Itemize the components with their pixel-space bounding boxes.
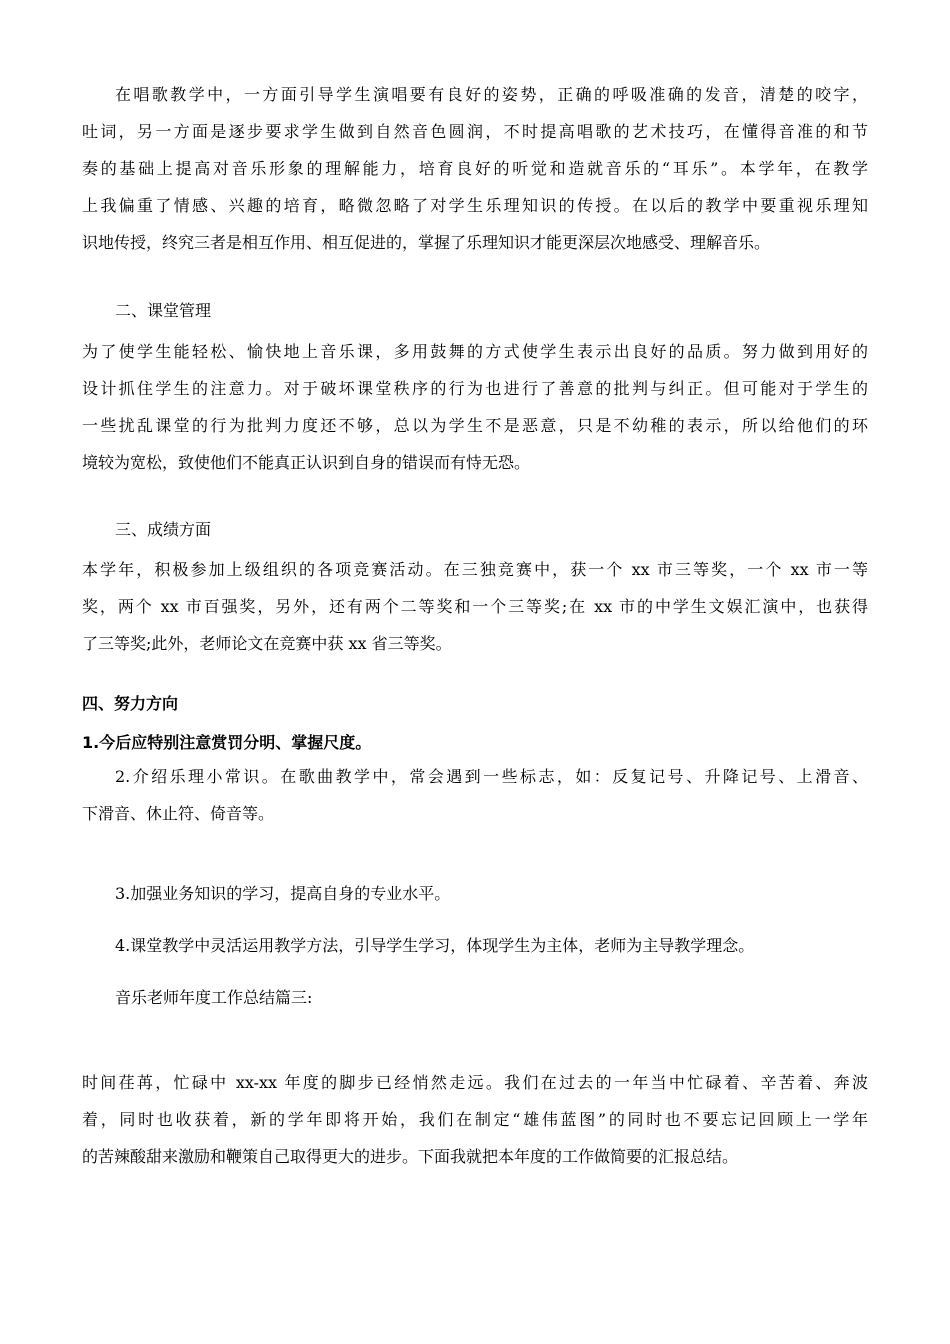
classroom-heading: 二、课堂管理 [115,301,212,320]
paragraph-line: 在唱歌教学中，一方面引导学生演唱要有良好的姿势，正确的呼吸准确的发音，清楚的咬字， [115,85,868,104]
part3-paragraph [82,1064,868,1175]
direction-item-1: 1.今后应特别注意赏罚分明、掌握尺度。 [82,733,372,752]
paragraph-line: 下滑音、休止符、倚音等。 [82,804,275,823]
paragraph-line: 的苦辣酸甜来激励和鞭策自己取得更大的进步。下面我就把本年度的工作做简要的汇报总结。 [82,1147,739,1166]
classroom-paragraph [82,333,868,481]
results-paragraph [82,551,868,662]
paragraph-line: 时间荏苒，忙碌中 xx-xx 年度的脚步已经悄然走远。我们在过去的一年当中忙碌着、辛苦着、奔波 [82,1073,868,1092]
paragraph-line: 奏的基础上提高对音乐形象的理解能力，培育良好的听觉和造就音乐的“耳乐”。本学年，在教学 [82,159,868,178]
direction-item-4: 4.课堂教学中灵活运用教学方法，引导学生学习，体现学生为主体，老师为主导教学理念。 [115,936,755,955]
paragraph-line: 2.介绍乐理小常识。在歌曲教学中，常会遇到一些标志，如：反复记号、升降记号、上滑音、 [115,767,868,786]
paragraph-line: 吐词，另一方面是逐步要求学生做到自然音色圆润，不时提高唱歌的艺术技巧，在懂得音准的和节 [82,122,868,141]
singing-paragraph [82,76,868,261]
paragraph-line: 境较为宽松，致使他们不能真正认识到自身的错误而有恃无恐。 [82,453,531,472]
paragraph-line: 本学年，积极参加上级组织的各项竞赛活动。在三独竞赛中，获一个 xx 市三等奖，一个 xx 市一等 [82,560,868,579]
direction-item-2 [82,758,868,832]
part3-heading: 音乐老师年度工作总结篇三: [115,988,313,1007]
paragraph-line: 一些扰乱课堂的行为批判力度还不够，总以为学生不是恶意，只是不幼稚的表示，所以给他们的环 [82,416,868,435]
paragraph-line: 识地传授，终究三者是相互作用、相互促进的，掌握了乐理知识才能更深层次地感受、理解音乐。 [82,233,771,252]
paragraph-line: 奖，两个 xx 市百强奖，另外，还有两个二等奖和一个三等奖;在 xx 市的中学生文娱汇演中，也获得 [82,597,868,616]
direction-heading: 四、努力方向 [82,694,179,713]
paragraph-line: 为了使学生能轻松、愉快地上音乐课，多用鼓舞的方式使学生表示出良好的品质。努力做到用好的 [82,342,868,361]
direction-item-3: 3.加强业务知识的学习，提高自身的专业水平。 [115,884,451,903]
paragraph-line: 设计抓住学生的注意力。对于破坏课堂秩序的行为也进行了善意的批判与纠正。但可能对于学生的 [82,379,868,398]
results-heading: 三、成绩方面 [115,520,212,539]
paragraph-line: 着，同时也收获着，新的学年即将开始，我们在制定“雄伟蓝图”的同时也不要忘记回顾上一学年 [82,1110,868,1129]
paragraph-line: 上我偏重了情感、兴趣的培育，略微忽略了对学生乐理知识的传授。在以后的教学中要重视乐理知 [82,196,868,215]
paragraph-line: 了三等奖;此外，老师论文在竞赛中获 xx 省三等奖。 [82,634,452,653]
